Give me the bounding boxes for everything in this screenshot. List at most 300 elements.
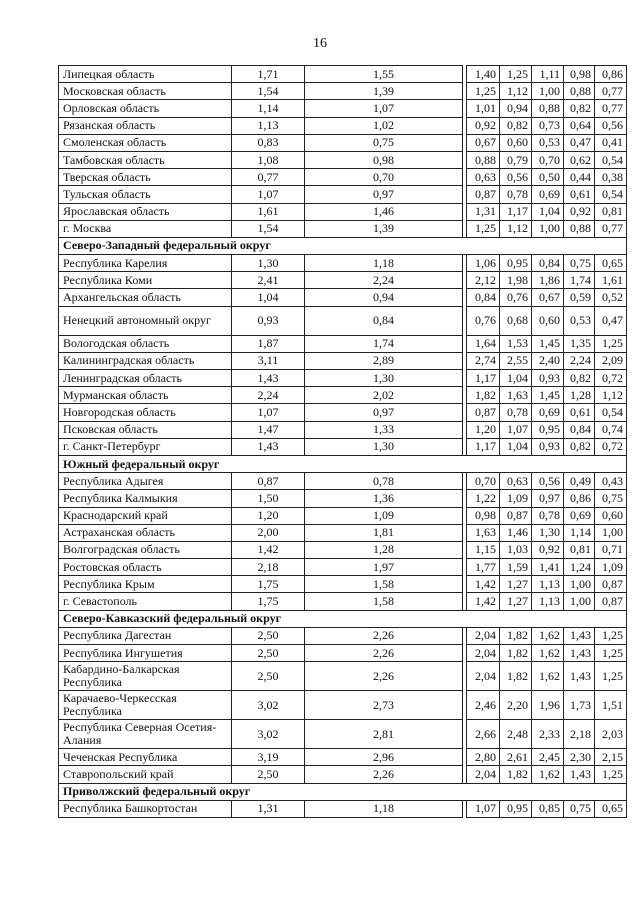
- value-cell: 0,77: [595, 220, 627, 237]
- table-row: [59, 559, 627, 576]
- value-cell: 2,03: [595, 720, 627, 749]
- section-header: Южный федеральный округ: [59, 455, 627, 472]
- value-cell: 1,40: [467, 66, 500, 83]
- region-name: Тверская область: [59, 169, 232, 186]
- table-row: [59, 83, 627, 100]
- region-name: Кабардино-Балкарская Республика: [59, 662, 232, 691]
- region-name: Республика Дагестан: [59, 627, 232, 644]
- value-cell: 2,48: [500, 720, 532, 749]
- value-cell: 0,70: [467, 473, 500, 490]
- value-cell: 1,64: [467, 335, 500, 352]
- value-cell: 1,07: [467, 800, 500, 817]
- value-cell: 1,00: [532, 220, 564, 237]
- value-cell: 1,03: [500, 541, 532, 558]
- value-cell: 0,75: [305, 134, 463, 151]
- table-body: [59, 66, 627, 818]
- value-cell: 1,82: [500, 645, 532, 662]
- region-name: Республика Карелия: [59, 255, 232, 272]
- value-cell: 2,18: [564, 720, 595, 749]
- value-cell: 0,72: [595, 438, 627, 455]
- value-cell: 2,55: [500, 352, 532, 369]
- value-cell: 1,04: [232, 289, 305, 306]
- value-cell: 0,81: [595, 203, 627, 220]
- value-cell: 2,96: [305, 749, 463, 766]
- table-row: [59, 272, 627, 289]
- value-cell: 2,81: [305, 720, 463, 749]
- value-cell: 1,02: [305, 117, 463, 134]
- value-cell: 1,30: [305, 438, 463, 455]
- region-name: Чеченская Республика: [59, 749, 232, 766]
- value-cell: 1,25: [467, 83, 500, 100]
- value-cell: 1,25: [500, 66, 532, 83]
- section-header-row: [59, 237, 627, 254]
- value-cell: 1,61: [232, 203, 305, 220]
- value-cell: 0,98: [564, 66, 595, 83]
- value-cell: 1,00: [595, 524, 627, 541]
- value-cell: 0,84: [532, 255, 564, 272]
- value-cell: 1,77: [467, 559, 500, 576]
- value-cell: 1,08: [232, 151, 305, 168]
- value-cell: 2,50: [232, 662, 305, 691]
- region-name: Мурманская область: [59, 387, 232, 404]
- value-cell: 1,55: [305, 66, 463, 83]
- value-cell: 0,71: [595, 541, 627, 558]
- value-cell: 1,46: [500, 524, 532, 541]
- value-cell: 1,09: [305, 507, 463, 524]
- value-cell: 0,43: [595, 473, 627, 490]
- value-cell: 1,13: [232, 117, 305, 134]
- value-cell: 0,94: [500, 100, 532, 117]
- value-cell: 1,46: [305, 203, 463, 220]
- value-cell: 0,53: [532, 134, 564, 151]
- value-cell: 1,11: [532, 66, 564, 83]
- value-cell: 1,22: [467, 490, 500, 507]
- value-cell: 0,38: [595, 169, 627, 186]
- value-cell: 0,65: [595, 800, 627, 817]
- regions-table: [58, 65, 627, 818]
- region-name: Архангельская область: [59, 289, 232, 306]
- value-cell: 1,07: [232, 404, 305, 421]
- table-row: [59, 404, 627, 421]
- value-cell: 1,04: [500, 370, 532, 387]
- table-row: [59, 593, 627, 610]
- value-cell: 0,56: [532, 473, 564, 490]
- value-cell: 1,59: [500, 559, 532, 576]
- value-cell: 2,04: [467, 645, 500, 662]
- table-row: [59, 720, 627, 749]
- value-cell: 1,27: [500, 593, 532, 610]
- value-cell: 1,12: [595, 387, 627, 404]
- table-row: [59, 473, 627, 490]
- value-cell: 1,86: [532, 272, 564, 289]
- value-cell: 0,63: [467, 169, 500, 186]
- region-name: Рязанская область: [59, 117, 232, 134]
- value-cell: 0,82: [564, 100, 595, 117]
- table-row: [59, 541, 627, 558]
- value-cell: 1,14: [232, 100, 305, 117]
- value-cell: 1,31: [232, 800, 305, 817]
- value-cell: 0,87: [232, 473, 305, 490]
- value-cell: 0,78: [500, 186, 532, 203]
- table-row: [59, 66, 627, 83]
- value-cell: 2,50: [232, 627, 305, 644]
- value-cell: 0,82: [564, 370, 595, 387]
- value-cell: 1,12: [500, 220, 532, 237]
- table-row: [59, 370, 627, 387]
- value-cell: 2,20: [500, 691, 532, 720]
- table-row: [59, 662, 627, 691]
- value-cell: 0,60: [595, 507, 627, 524]
- region-name: Республика Коми: [59, 272, 232, 289]
- value-cell: 1,20: [467, 421, 500, 438]
- region-name: Липецкая область: [59, 66, 232, 83]
- table-row: [59, 749, 627, 766]
- value-cell: 1,13: [532, 576, 564, 593]
- value-cell: 0,95: [500, 800, 532, 817]
- value-cell: 1,63: [500, 387, 532, 404]
- value-cell: 0,63: [500, 473, 532, 490]
- value-cell: 0,97: [305, 404, 463, 421]
- value-cell: 1,62: [532, 662, 564, 691]
- value-cell: 0,86: [564, 490, 595, 507]
- value-cell: 0,76: [467, 306, 500, 335]
- value-cell: 1,25: [595, 627, 627, 644]
- value-cell: 1,42: [232, 541, 305, 558]
- table-row: [59, 151, 627, 168]
- value-cell: 1,25: [467, 220, 500, 237]
- value-cell: 0,41: [595, 134, 627, 151]
- value-cell: 1,31: [467, 203, 500, 220]
- value-cell: 0,47: [564, 134, 595, 151]
- value-cell: 1,87: [232, 335, 305, 352]
- region-name: Калининградская область: [59, 352, 232, 369]
- value-cell: 1,43: [232, 370, 305, 387]
- section-header: Северо-Западный федеральный округ: [59, 237, 627, 254]
- page-number: 16: [313, 36, 327, 51]
- value-cell: 0,78: [500, 404, 532, 421]
- region-name: Ненецкий автономный округ: [59, 306, 232, 335]
- region-name: Ленинградская область: [59, 370, 232, 387]
- value-cell: 1,09: [595, 559, 627, 576]
- value-cell: 0,60: [532, 306, 564, 335]
- value-cell: 1,25: [595, 766, 627, 783]
- value-cell: 1,00: [532, 83, 564, 100]
- table-row: [59, 306, 627, 335]
- value-cell: 1,01: [467, 100, 500, 117]
- value-cell: 0,85: [532, 800, 564, 817]
- value-cell: 0,87: [467, 404, 500, 421]
- value-cell: 1,06: [467, 255, 500, 272]
- value-cell: 2,04: [467, 627, 500, 644]
- value-cell: 2,80: [467, 749, 500, 766]
- value-cell: 1,58: [305, 593, 463, 610]
- value-cell: 0,97: [532, 490, 564, 507]
- value-cell: 0,72: [595, 370, 627, 387]
- value-cell: 0,87: [467, 186, 500, 203]
- value-cell: 2,33: [532, 720, 564, 749]
- value-cell: 0,77: [595, 83, 627, 100]
- region-name: Орловская область: [59, 100, 232, 117]
- value-cell: 0,88: [564, 220, 595, 237]
- value-cell: 1,82: [467, 387, 500, 404]
- value-cell: 1,45: [532, 387, 564, 404]
- value-cell: 1,54: [232, 83, 305, 100]
- table-row: [59, 627, 627, 644]
- value-cell: 0,62: [564, 151, 595, 168]
- value-cell: 0,87: [595, 576, 627, 593]
- region-name: Тульская область: [59, 186, 232, 203]
- value-cell: 1,17: [500, 203, 532, 220]
- value-cell: 1,25: [595, 645, 627, 662]
- value-cell: 1,53: [500, 335, 532, 352]
- value-cell: 1,13: [532, 593, 564, 610]
- value-cell: 2,09: [595, 352, 627, 369]
- value-cell: 1,33: [305, 421, 463, 438]
- value-cell: 1,42: [467, 576, 500, 593]
- value-cell: 2,15: [595, 749, 627, 766]
- value-cell: 0,69: [532, 404, 564, 421]
- table-row: [59, 766, 627, 783]
- region-name: Псковская область: [59, 421, 232, 438]
- table-row: [59, 387, 627, 404]
- value-cell: 1,15: [467, 541, 500, 558]
- value-cell: 2,46: [467, 691, 500, 720]
- value-cell: 0,64: [564, 117, 595, 134]
- value-cell: 2,74: [467, 352, 500, 369]
- value-cell: 0,98: [305, 151, 463, 168]
- section-header-row: [59, 455, 627, 472]
- value-cell: 0,77: [595, 100, 627, 117]
- value-cell: 0,70: [305, 169, 463, 186]
- table-row: [59, 220, 627, 237]
- region-name: Московская область: [59, 83, 232, 100]
- value-cell: 1,82: [500, 662, 532, 691]
- value-cell: 0,67: [532, 289, 564, 306]
- value-cell: 0,84: [564, 421, 595, 438]
- value-cell: 0,60: [500, 134, 532, 151]
- value-cell: 1,82: [500, 627, 532, 644]
- value-cell: 0,88: [467, 151, 500, 168]
- value-cell: 1,45: [532, 335, 564, 352]
- region-name: Новгородская область: [59, 404, 232, 421]
- region-name: Тамбовская область: [59, 151, 232, 168]
- value-cell: 1,62: [532, 645, 564, 662]
- value-cell: 2,61: [500, 749, 532, 766]
- table-row: [59, 255, 627, 272]
- table-row: [59, 576, 627, 593]
- value-cell: 1,30: [305, 370, 463, 387]
- section-header-row: [59, 610, 627, 627]
- value-cell: 0,49: [564, 473, 595, 490]
- value-cell: 1,24: [564, 559, 595, 576]
- value-cell: 3,11: [232, 352, 305, 369]
- value-cell: 1,30: [232, 255, 305, 272]
- value-cell: 0,73: [532, 117, 564, 134]
- value-cell: 2,00: [232, 524, 305, 541]
- value-cell: 0,78: [305, 473, 463, 490]
- value-cell: 2,12: [467, 272, 500, 289]
- value-cell: 0,68: [500, 306, 532, 335]
- value-cell: 2,02: [305, 387, 463, 404]
- table-row: [59, 438, 627, 455]
- value-cell: 0,93: [532, 438, 564, 455]
- region-name: Волгоградская область: [59, 541, 232, 558]
- region-name: г. Москва: [59, 220, 232, 237]
- region-name: Республика Крым: [59, 576, 232, 593]
- value-cell: 1,30: [532, 524, 564, 541]
- value-cell: 3,19: [232, 749, 305, 766]
- value-cell: 1,35: [564, 335, 595, 352]
- value-cell: 0,69: [564, 507, 595, 524]
- value-cell: 2,30: [564, 749, 595, 766]
- value-cell: 1,73: [564, 691, 595, 720]
- value-cell: 1,81: [305, 524, 463, 541]
- value-cell: 0,93: [232, 306, 305, 335]
- table-row: [59, 421, 627, 438]
- value-cell: 0,54: [595, 151, 627, 168]
- value-cell: 1,43: [564, 645, 595, 662]
- region-name: Краснодарский край: [59, 507, 232, 524]
- table-row: [59, 100, 627, 117]
- value-cell: 0,97: [305, 186, 463, 203]
- table-row: [59, 524, 627, 541]
- value-cell: 0,95: [532, 421, 564, 438]
- value-cell: 0,69: [532, 186, 564, 203]
- value-cell: 2,26: [305, 645, 463, 662]
- value-cell: 1,28: [305, 541, 463, 558]
- value-cell: 2,41: [232, 272, 305, 289]
- region-name: Ростовская область: [59, 559, 232, 576]
- table-row: [59, 335, 627, 352]
- value-cell: 1,20: [232, 507, 305, 524]
- value-cell: 1,75: [232, 576, 305, 593]
- value-cell: 1,98: [500, 272, 532, 289]
- value-cell: 1,27: [500, 576, 532, 593]
- value-cell: 1,07: [500, 421, 532, 438]
- value-cell: 1,39: [305, 220, 463, 237]
- table-row: [59, 203, 627, 220]
- table-row: [59, 645, 627, 662]
- value-cell: 1,00: [564, 576, 595, 593]
- value-cell: 0,52: [595, 289, 627, 306]
- table-row: [59, 134, 627, 151]
- value-cell: 0,59: [564, 289, 595, 306]
- value-cell: 2,40: [532, 352, 564, 369]
- value-cell: 1,43: [564, 662, 595, 691]
- region-name: Республика Северная Осетия-Алания: [59, 720, 232, 749]
- region-name: Вологодская область: [59, 335, 232, 352]
- value-cell: 1,54: [232, 220, 305, 237]
- value-cell: 0,84: [467, 289, 500, 306]
- table-row: [59, 352, 627, 369]
- value-cell: 1,47: [232, 421, 305, 438]
- value-cell: 1,04: [532, 203, 564, 220]
- value-cell: 1,12: [500, 83, 532, 100]
- value-cell: 0,65: [595, 255, 627, 272]
- value-cell: 0,81: [564, 541, 595, 558]
- value-cell: 2,50: [232, 645, 305, 662]
- value-cell: 1,62: [532, 627, 564, 644]
- value-cell: 1,51: [595, 691, 627, 720]
- section-header: Северо-Кавказский федеральный округ: [59, 610, 627, 627]
- value-cell: 1,09: [500, 490, 532, 507]
- value-cell: 1,04: [500, 438, 532, 455]
- value-cell: 1,63: [467, 524, 500, 541]
- value-cell: 1,74: [564, 272, 595, 289]
- value-cell: 1,18: [305, 800, 463, 817]
- value-cell: 0,93: [532, 370, 564, 387]
- value-cell: 0,86: [595, 66, 627, 83]
- value-cell: 1,74: [305, 335, 463, 352]
- region-name: Республика Калмыкия: [59, 490, 232, 507]
- value-cell: 0,77: [232, 169, 305, 186]
- table-row: [59, 490, 627, 507]
- table-row: [59, 117, 627, 134]
- table-row: [59, 800, 627, 817]
- value-cell: 2,24: [232, 387, 305, 404]
- value-cell: 1,25: [595, 335, 627, 352]
- value-cell: 0,78: [532, 507, 564, 524]
- value-cell: 1,07: [305, 100, 463, 117]
- value-cell: 0,82: [500, 117, 532, 134]
- value-cell: 2,24: [564, 352, 595, 369]
- value-cell: 1,25: [595, 662, 627, 691]
- value-cell: 0,54: [595, 186, 627, 203]
- value-cell: 2,24: [305, 272, 463, 289]
- value-cell: 2,26: [305, 627, 463, 644]
- value-cell: 0,56: [595, 117, 627, 134]
- value-cell: 0,95: [500, 255, 532, 272]
- value-cell: 0,74: [595, 421, 627, 438]
- table-row: [59, 186, 627, 203]
- region-name: Ярославская область: [59, 203, 232, 220]
- value-cell: 0,82: [564, 438, 595, 455]
- value-cell: 1,62: [532, 766, 564, 783]
- value-cell: 0,83: [232, 134, 305, 151]
- value-cell: 0,88: [532, 100, 564, 117]
- value-cell: 1,82: [500, 766, 532, 783]
- region-name: Смоленская область: [59, 134, 232, 151]
- region-name: Карачаево-Черкесская Республика: [59, 691, 232, 720]
- value-cell: 3,02: [232, 691, 305, 720]
- value-cell: 1,42: [467, 593, 500, 610]
- value-cell: 0,70: [532, 151, 564, 168]
- value-cell: 0,79: [500, 151, 532, 168]
- value-cell: 0,92: [532, 541, 564, 558]
- value-cell: 0,94: [305, 289, 463, 306]
- value-cell: 2,18: [232, 559, 305, 576]
- value-cell: 1,28: [564, 387, 595, 404]
- value-cell: 0,61: [564, 186, 595, 203]
- region-name: Республика Адыгея: [59, 473, 232, 490]
- value-cell: 2,89: [305, 352, 463, 369]
- value-cell: 0,75: [564, 800, 595, 817]
- value-cell: 0,67: [467, 134, 500, 151]
- table-row: [59, 169, 627, 186]
- value-cell: 1,58: [305, 576, 463, 593]
- value-cell: 1,97: [305, 559, 463, 576]
- value-cell: 1,50: [232, 490, 305, 507]
- value-cell: 0,87: [595, 593, 627, 610]
- value-cell: 1,17: [467, 438, 500, 455]
- value-cell: 0,44: [564, 169, 595, 186]
- value-cell: 1,41: [532, 559, 564, 576]
- value-cell: 0,98: [467, 507, 500, 524]
- section-header: Приволжский федеральный округ: [59, 783, 627, 800]
- value-cell: 1,07: [232, 186, 305, 203]
- value-cell: 0,76: [500, 289, 532, 306]
- section-header-row: [59, 783, 627, 800]
